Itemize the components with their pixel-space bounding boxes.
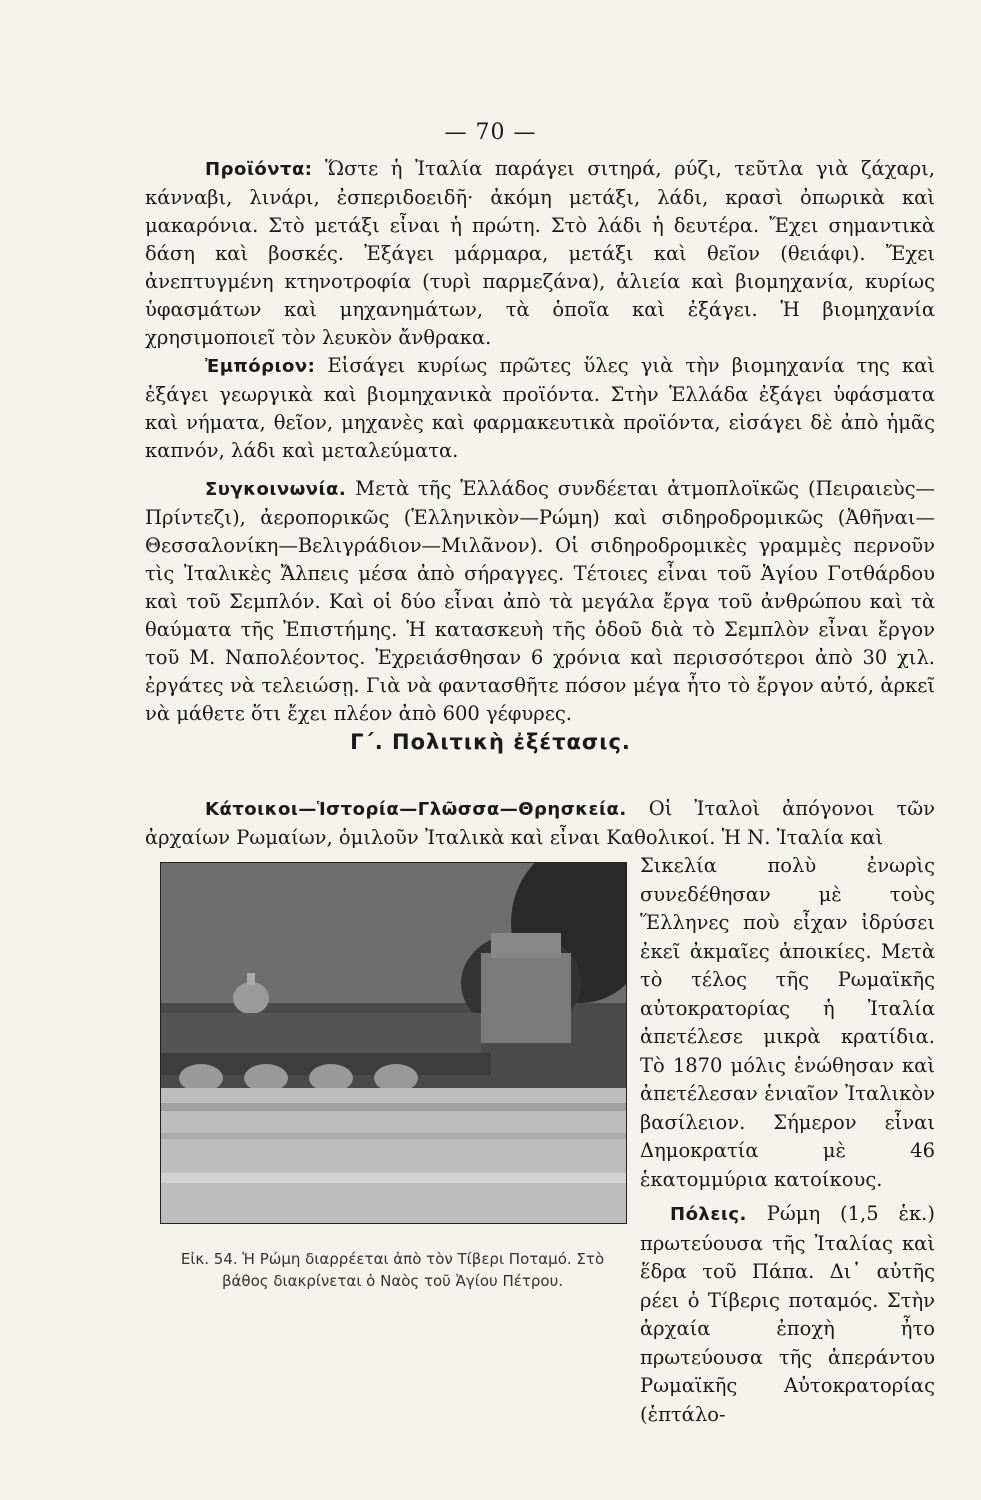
paragraph-trade [145, 352, 935, 465]
paragraph-text-trade: Εἰσάγει κυρίως πρῶτες ὕλες γιὰ τὴν βιομηχανία της καὶ ἐξάγει γεωργικὰ καὶ βιομηχανικὰ προϊόντα. Στὴν Ἑλλάδα ἐξάγει ὑφάσματα καὶ νήματα, θεῖον, μηχανὲς καὶ φαρμακευτικὰ προϊόντα, εἰσάγει δὲ ἀπὸ ἡμᾶς καπνόν, λάδι καὶ μεταλεύματα. [145, 354, 936, 462]
paragraph-lead-transport: Συγκοινωνία. [205, 479, 347, 500]
paragraph-text-transport: Μετὰ τῆς Ἑλλάδος συνδέεται ἀτμοπλοϊκῶς (Πειραιεὺς—Πρίντεζι), ἀεροπορικῶς (Ἑλληνικὸν—Ρώμη) καὶ σιδηροδρομικῶς (Ἀθῆναι—Θεσσαλονίκη—Βελιγράδιον—Μιλᾶνον). Οἱ σιδηροδρομικὲς γραμμὲς περνοῦν τὶς Ἰταλικὲς Ἄλπεις μέσα ἀπὸ σήραγγες. Τέτοιες εἶναι τοῦ Ἁγίου Γοτθάρδου καὶ τοῦ Σεμπλόν. Καὶ οἱ δύο εἶναι ἀπὸ τὰ μεγάλα ἔργα τοῦ ἀνθρώπου καὶ τὰ θαύματα τῆς Ἐπιστήμης. Ἡ κατασκευὴ τῆς ὁδοῦ διὰ τὸ Σεμπλὸν εἶναι ἔργον τοῦ Μ. Ναπολέοντος. Ἐχρειάσθησαν 6 χρόνια καὶ περισσότεροι ἀπὸ 30 χιλ. ἐργάτες νὰ τελειώσῃ. Γιὰ νὰ φαντασθῆτε πόσον μέγα ἦτο τὸ ἔργον αὐτό, ἀρκεῖ νὰ μάθετε ὅτι ἔχει πλέον ἀπὸ 600 γέφυρες. [145, 477, 936, 725]
section-paragraph [145, 795, 935, 852]
paragraph-lead-products: Προϊόντα: [205, 159, 313, 180]
paragraph-text-population: Οἱ Ἰταλοὶ ἀπόγονοι τῶν ἀρχαίων Ρωμαίων, ὁμιλοῦν Ἰταλικὰ καὶ εἶναι Καθολικοί. Ἡ Ν. Ἰταλία καὶ [145, 797, 935, 849]
main-text [145, 155, 935, 728]
right-column-text-history: Σικελία πολὺ ἐνωρὶς συνεδέθησαν μὲ τοὺς Ἕλληνες ποὺ εἶχαν ἱδρύσει ἐκεῖ ἀκμαῖες ἀποικίες. Μετὰ τὸ τέλος τῆς Ρωμαϊκῆς αὐτοκρατορίας ἡ Ἰταλία ἀπετέλεσε μικρὰ κρατίδια. Τὸ 1870 μόλις ἑνώθησαν καὶ ἀπετέλεσαν ἑνιαῖον Ἰταλικὸν βασίλειον. Σήμερον εἶναι Δημοκρατία μὲ 46 ἑκατομμύρια κατοίκους. [640, 854, 935, 1191]
paragraph-lead-population: Κάτοικοι—Ἱστορία—Γλῶσσα—Θρησκεία. [205, 799, 627, 820]
paragraph-population [145, 795, 935, 852]
paragraph-lead-cities: Πόλεις. [670, 1204, 747, 1225]
rome-photo-illustration [161, 863, 626, 1223]
paragraph-products [145, 155, 935, 352]
figure-caption: Εἰκ. 54. Ἡ Ρώμη διαρρέεται ἀπὸ τὸν Τίβερι Ποταμό. Στὸ βάθος διακρίνεται ὁ Ναὸς τοῦ Ἁγίου Πέτρου. [180, 1250, 605, 1290]
paragraph-text-cities: Ρώμη (1,5 ἑκ.) πρωτεύουσα τῆς Ἰταλίας καὶ ἕδρα τοῦ Πάπα. Δι᾽ αὐτῆς ρέει ὁ Τίβερις ποταμός. Στὴν ἀρχαία ἐποχὴ ἦτο πρωτεύουσα τῆς ἀπεράντου Ρωμαϊκῆς Αὐτοκρατορίας (ἑπτάλο- [640, 1202, 935, 1426]
page-number: — 70 — [444, 120, 537, 145]
paragraph-lead-trade: Ἐμπόριον: [205, 356, 316, 377]
rome-photo [160, 862, 627, 1224]
paragraph-cities [640, 1200, 935, 1429]
paragraph-text-products: Ὥστε ἡ Ἰταλία παράγει σιτηρά, ρύζι, τεῦτλα γιὰ ζάχαρι, κάνναβι, λινάρι, ἐσπεριδοειδῆ· ἀκόμη μετάξι, λάδι, κρασὶ ὀπωρικὰ καὶ μακαρόνια. Στὸ μετάξι εἶναι ἡ πρώτη. Στὸ λάδι ἡ δευτέρα. Ἔχει σημαντικὰ δάση καὶ βοσκές. Ἐξάγει μάρμαρα, μετάξι καὶ θεῖον (θειάφι). Ἔχει ἀνεπτυγμένη κτηνοτροφία (τυρὶ παρμεζάνα), ἁλιεία καὶ βιομηχανία, κυρίως ὑφασμάτων καὶ μηχανημάτων, τὰ ὁποῖα καὶ ἐξάγει. Ἡ βιομηχανία χρησιμοποιεῖ τὸν λευκὸν ἄνθρακα. [145, 157, 935, 349]
right-column [640, 852, 935, 1429]
section-title: Γ΄. Πολιτικὴ ἐξέτασις. [350, 730, 631, 754]
paragraph-transport [145, 475, 935, 728]
